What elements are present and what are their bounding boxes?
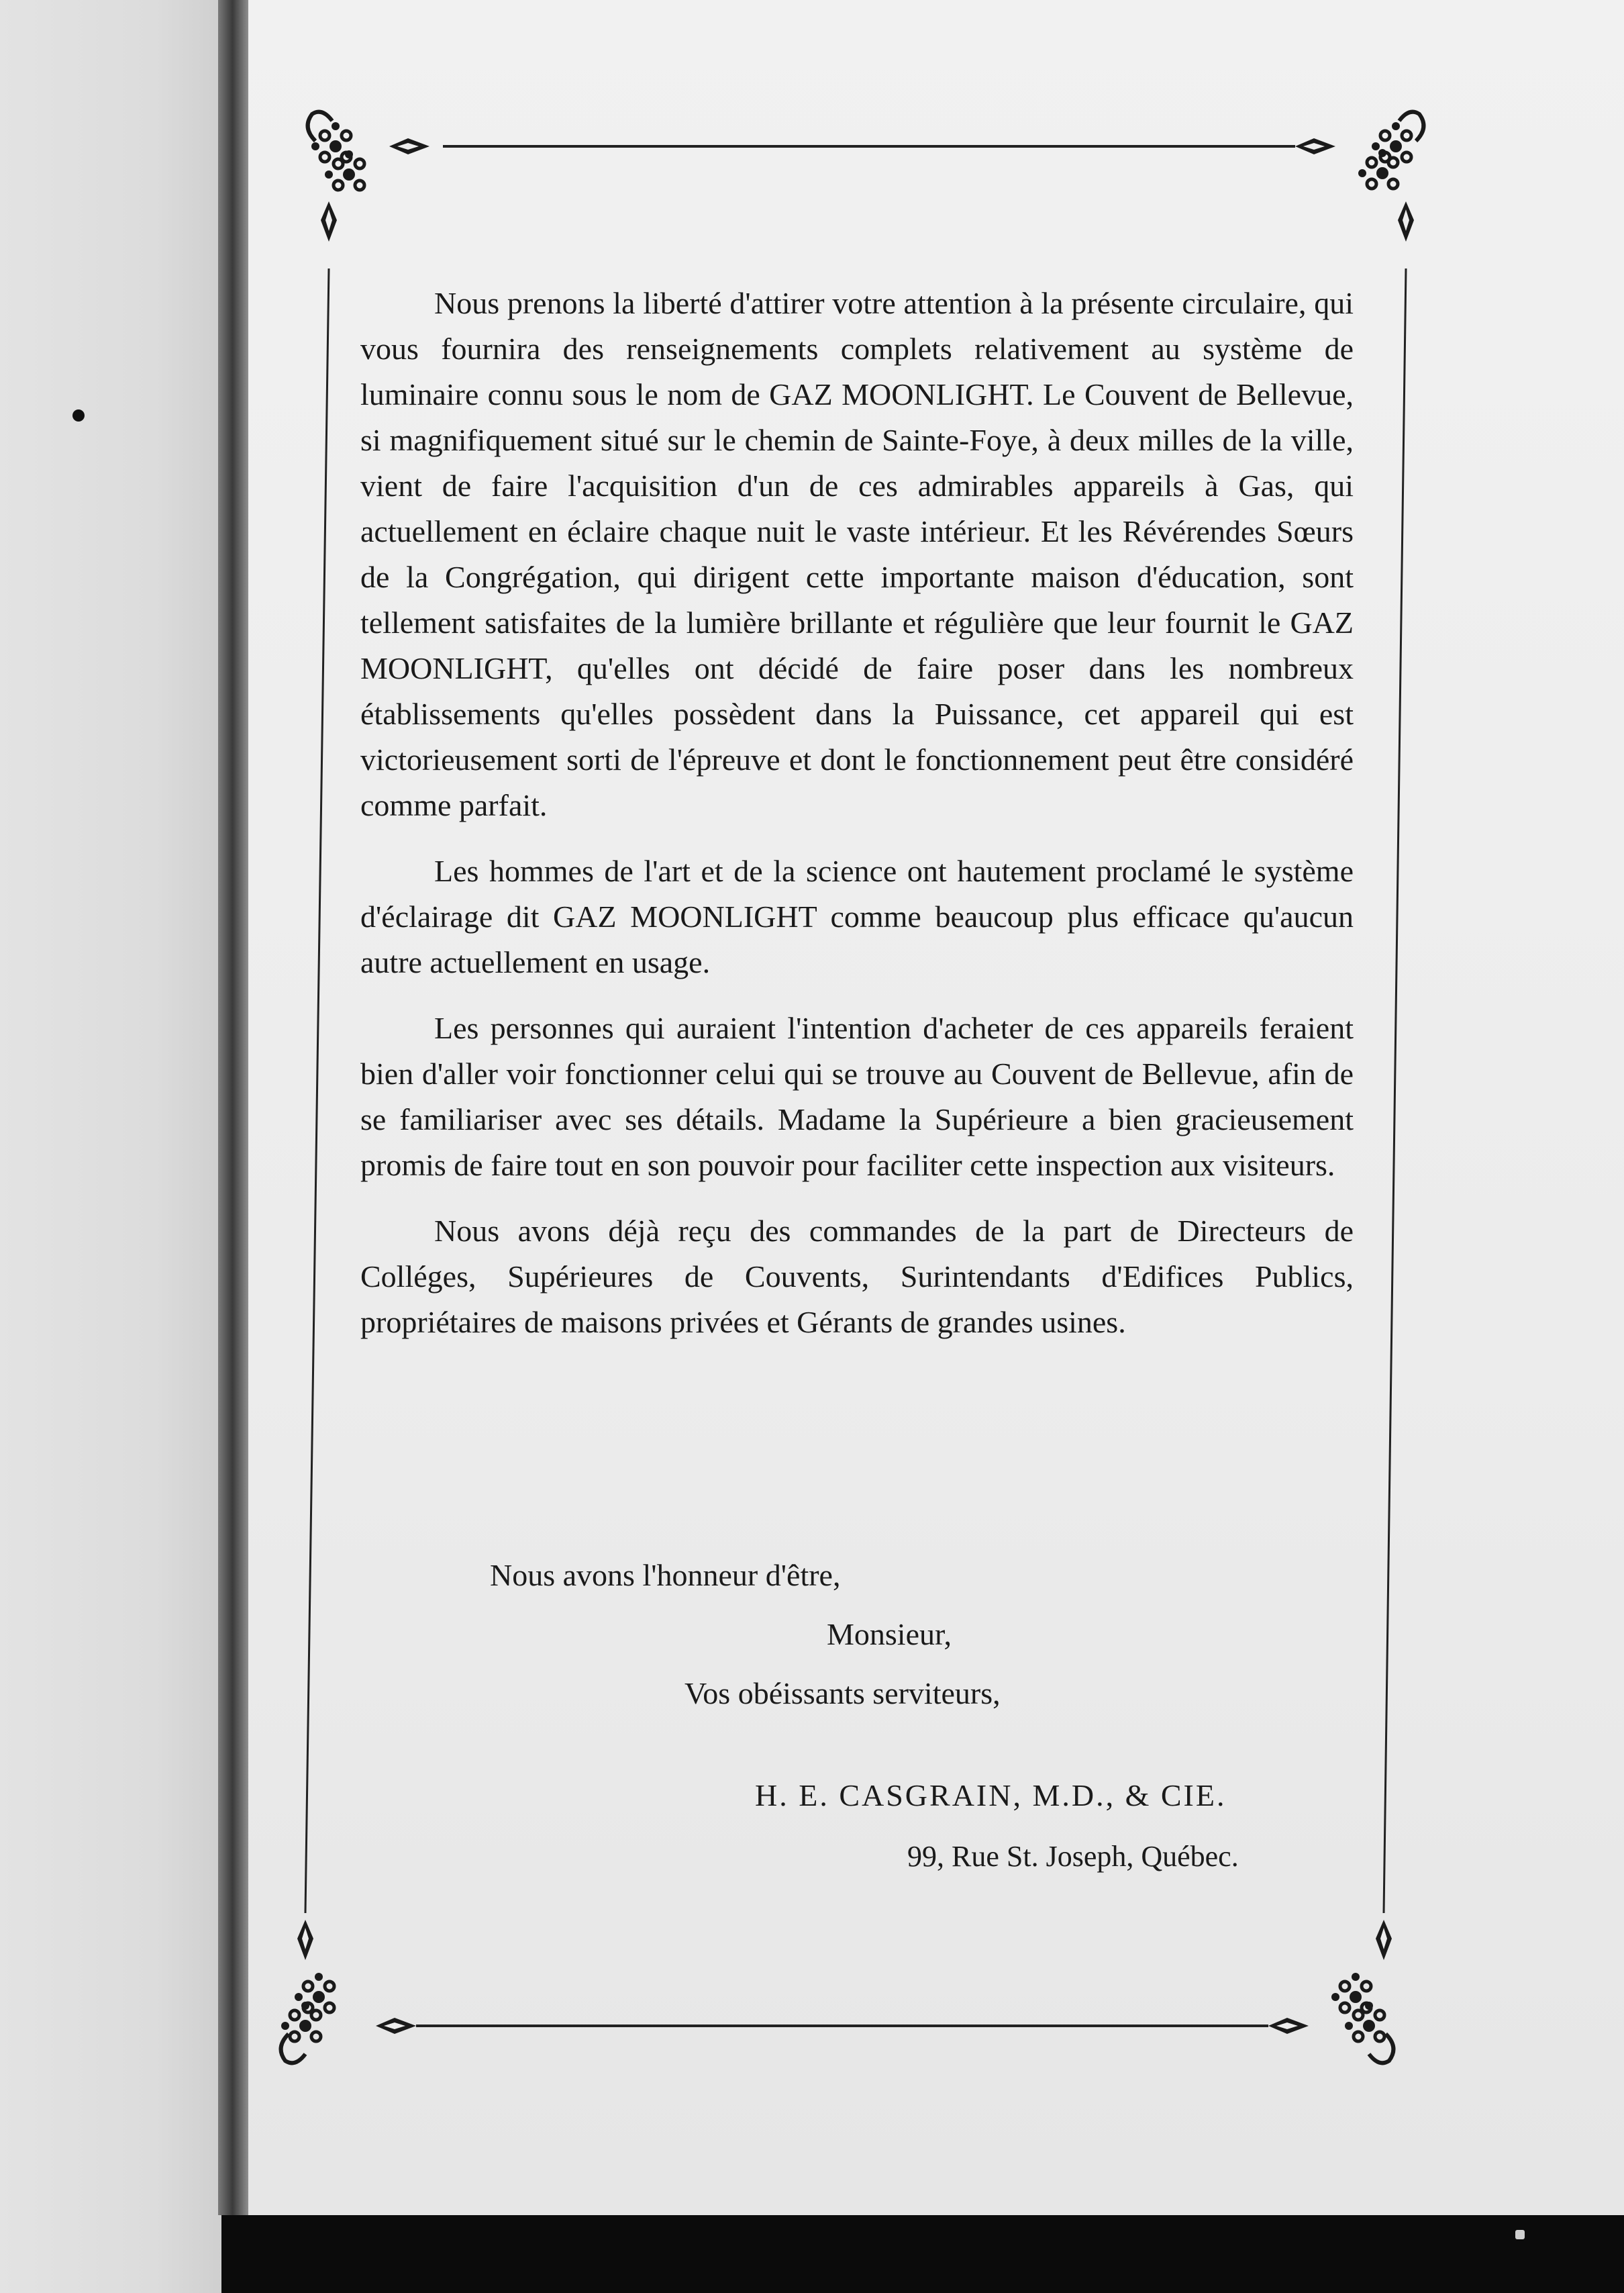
corner-ornament-bottom-right [1268, 1920, 1393, 2063]
corner-ornament-top-right [1295, 112, 1423, 242]
salutation: Monsieur, [827, 1617, 952, 1651]
corner-ornament-top-left [308, 112, 429, 242]
paragraph-2: Les hommes de l'art et de la science ont hautement proclamé le système d'éclairage dit GAZ MOONLIGHT comme beaucoup plus efficace qu'aucun autre actuellement en usage. [360, 854, 1354, 979]
valediction: Vos obéissants serviteurs, [684, 1676, 1001, 1710]
letter-body [360, 281, 1354, 1365]
signature: H. E. CASGRAIN, M.D., & CIE. [755, 1778, 1227, 1812]
corner-ornament-bottom-left [281, 1920, 416, 2063]
paragraph-1: Nous prenons la liberté d'attirer votre attention à la présente circulaire, qui vous fournira des renseignements complets relativement au système de luminaire connu sous le nom de GAZ MOONLIGHT. Le Couvent de Bellevue, si magnifiquement situé sur le chemin de Sainte-Foye, à deux milles de la ville, vient de faire l'acquisition d'un de ces admirables appareils à Gas, qui actuellement en éclaire chaque nuit le vaste intérieur. Et les Révérendes Sœurs de la Congrégation, qui dirigent cette importante maison d'éducation, sont tellement satisfaites de la lumière brillante et régulière que leur fournit le GAZ MOONLIGHT, qu'elles ont décidé de faire poser dans les nombreux établissements qu'elles possèdent dans la Puissance, cet appareil qui est victorieusement sorti de l'épreuve et dont le fonctionnement peut être considéré comme parfait. [360, 286, 1354, 822]
closing-line: Nous avons l'honneur d'être, [490, 1558, 841, 1592]
paragraph-4: Nous avons déjà reçu des commandes de la part de Directeurs de Colléges, Supérieures de Couvents, Surintendants d'Edifices Publics, propriétaires de maisons privées et Gérants de grandes usines. [360, 1214, 1354, 1339]
paragraph-3: Les personnes qui auraient l'intention d'acheter de ces appareils feraient bien d'aller voir fonctionner celui qui se trouve au Couvent de Bellevue, afin de se familiariser avec ses détails. Madame la Supérieure a bien gracieusement promis de faire tout en son pouvoir pour faciliter cette inspection aux visiteurs. [360, 1011, 1354, 1182]
page-speck [1515, 2230, 1525, 2239]
address: 99, Rue St. Joseph, Québec. [907, 1840, 1239, 1873]
